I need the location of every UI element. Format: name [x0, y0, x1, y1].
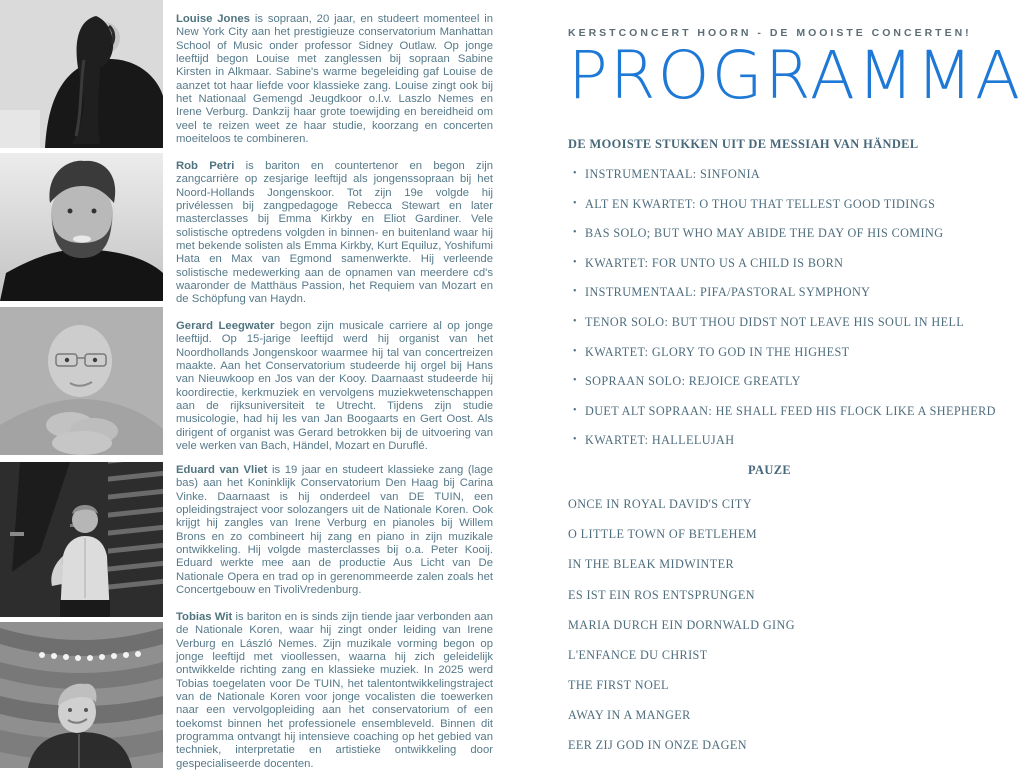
program-item: • BAS SOLO; BUT WHO MAY ABIDE THE DAY OF HIS COMING	[585, 226, 971, 241]
artist-name: Eduard van Vliet	[176, 464, 268, 476]
carol-item: THE FIRST NOEL	[568, 678, 669, 693]
young-man-concert-hall-image	[0, 622, 163, 768]
artist-name: Gerard Leegwater	[176, 320, 275, 332]
program-item: • KWARTET: FOR UNTO US A CHILD IS BORN	[585, 256, 971, 271]
messiah-program-list	[568, 167, 996, 448]
portrait-man-glasses-image	[0, 307, 163, 455]
program-item: • ALT EN KWARTET: O THOU THAT TELLEST GOOD TIDINGS	[585, 197, 971, 212]
program-item: • INSTRUMENTAAL: PIFA/PASTORAL SYMPHONY	[585, 285, 971, 300]
artist-name: Rob Petri	[176, 160, 235, 172]
photo-rob-petri	[0, 153, 163, 301]
bio-tobias-wit	[176, 611, 493, 771]
carol-item: O LITTLE TOWN OF BETLEHEM	[568, 527, 757, 542]
program-item: • DUET ALT SOPRAAN: HE SHALL FEED HIS FLOCK LIKE A SHEPHERD	[585, 404, 971, 419]
program-column	[568, 0, 1023, 769]
carol-item: AWAY IN A MANGER	[568, 708, 691, 723]
bio-gerard-leegwater	[176, 320, 493, 453]
artist-bio-text: is 19 jaar en studeert klassieke zang (lage bas) aan het Koninklijk Conservatorium Den Haag bij Carina Vinke. Daarnaast is hij onderdeel van DE TUIN, een opleidingstraject voor solozangers uit de Nationale Koren. Ook krijgt hij zangles van Irene Verburg en pianoles bij Willem Brons en zo combineert hij zang en piano in zijn muzikale ontwikkeling. Hij volgde masterclasses bij o.a. Peter Kooij. Eduard werkte mee aan de productie Aus Licht van De Nationale Opera en trad op in gerenommeerde zalen zoals het Concertgebouw en TivoliVredenburg.	[176, 464, 493, 597]
artist-photo-strip	[0, 0, 163, 768]
interval-label: PAUZE	[747, 462, 792, 477]
portrait-bearded-man-image	[0, 153, 163, 301]
program-item: • KWARTET: GLORY TO GOD IN THE HIGHEST	[585, 345, 971, 360]
man-white-shirt-staircase-image	[0, 462, 163, 617]
concert-tagline: KERSTCONCERT HOORN - DE MOOISTE CONCERTEN!	[568, 27, 972, 39]
carol-item: ONCE IN ROYAL DAVID'S CITY	[568, 496, 752, 511]
photo-louise-jones	[0, 0, 163, 148]
messiah-section-heading: DE MOOISTE STUKKEN UIT DE MESSIAH VAN HÄNDEL	[568, 137, 919, 151]
carols-list	[568, 497, 971, 754]
program-item: • SOPRAAN SOLO: REJOICE GREATLY	[585, 374, 971, 389]
photo-tobias-wit	[0, 622, 163, 768]
carol-item: IN THE BLEAK MIDWINTER	[568, 557, 734, 572]
artist-bio-text: begon zijn musicale carriere al op jonge leeftijd. Op 15-jarige leeftijd werd hij organist van het Noordhollands Jongenskoor waarmee hij tal van concertreizen maakte. Aan het Conservatorium studeerde hij orgel bij Hans van Nieuwkoop en Jos van der Kooy. Daarnaast studeerde hij koordirectie, kerkmuziek en vervolgens muziekwetenschappen aan de rijksuniversiteit te Utrecht. Tijdens zijn studie musicologie, had hij les van Jan Boogaarts en Gert Oost. Als dirigent of organist was Gerard betrokken bij de uitvoering van vele werken van Bach, Händel, Mozart en Duruflé.	[176, 320, 493, 453]
photo-eduard-van-vliet	[0, 462, 163, 617]
bio-louise-jones	[176, 13, 493, 146]
bio-eduard-van-vliet	[176, 464, 493, 597]
carol-item: EER ZIJ GOD IN ONZE DAGEN	[568, 738, 747, 753]
carol-item: L'ENFANCE DU CHRIST	[568, 647, 708, 662]
artist-bio-text: is bariton en countertenor en begon zijn zangcarrière op zesjarige leeftijd als jongenssopraan bij het Noord-Hollands Jongenskoor. Tot zijn 19e volgde hij privélessen bij zangpedagoge Rebecca Stewart en later masterclasses bij Emma Kirkby en Eliot Gardiner. Vele solistische optredens volgden in binnen- en buitenland waar hij met bekende solisten als Emma Kirkby, Kurt Equiluz, Yoshifumi Hata en Max van Egmond samenwerkte. Hij verleende solistische medewerking aan de opnamen van meerdere cd's waaronder de Matthäus Passion, het Requiem van Mozart en de Schöpfung van Haydn.	[176, 160, 493, 306]
photo-gerard-leegwater	[0, 307, 163, 455]
carol-item: ES IST EIN ROS ENTSPRUNGEN	[568, 587, 755, 602]
program-item: • INSTRUMENTAAL: SINFONIA	[585, 167, 971, 182]
artist-name: Tobias Wit	[176, 611, 233, 623]
bio-rob-petri	[176, 160, 493, 307]
artist-bio-text: is bariton en is sinds zijn tiende jaar verbonden aan de Nationale Koren, waar hij zingt onder leiding van Irene Verburg en László Nemes. Zijn muzikale vorming begon op jonge leeftijd met vioollessen, waarna hij zich geleidelijk ontwikkelde richting zang en klassieke muziek. In 2025 werd Tobias toegelaten voor De TUIN, het talentontwikkelingstraject van de Nationale Koren voor jonge vocalisten die toewerken naar een vervolgopleiding aan het conservatorium of een toekomst binnen het professionele ensembleveld. Binnen dit programma ontvangt hij intensieve coaching op het gebied van techniek, interpretatie en artistieke ontwikkeling door gespecialiseerde docenten.	[176, 611, 493, 770]
program-item: • TENOR SOLO: BUT THOU DIDST NOT LEAVE HIS SOUL IN HELL	[585, 315, 971, 330]
program-item: • KWARTET: HALLELUJAH	[585, 433, 971, 448]
artist-name: Louise Jones	[176, 13, 250, 25]
carol-item: MARIA DURCH EIN DORNWALD GING	[568, 617, 795, 632]
artist-bio-text: is sopraan, 20 jaar, en studeert momenteel in New York City aan het prestigieuze conservatorium Manhattan School of Music onder professor Sidney Outlaw. Op jonge leeftijd begon Louise met zanglessen bij sopraan Sabine Kirsten in Alkmaar. Sabine's warme begeleiding gaf Louise de aanzet tot haar liefde voor klassieke zang. Louise zingt ook bij het Nationaal Gemengd Jeugdkoor o.l.v. Laszlo Nemes en Irene Verburg. Dankzij haar grote toewijding en bereidheid om veel te reizen weet ze haar studie, koorzang en concerten moeiteloos te combineren.	[176, 13, 493, 146]
page-title: PROGRAMMA	[568, 37, 1023, 114]
portrait-woman-long-curly-hair-image	[0, 0, 163, 148]
